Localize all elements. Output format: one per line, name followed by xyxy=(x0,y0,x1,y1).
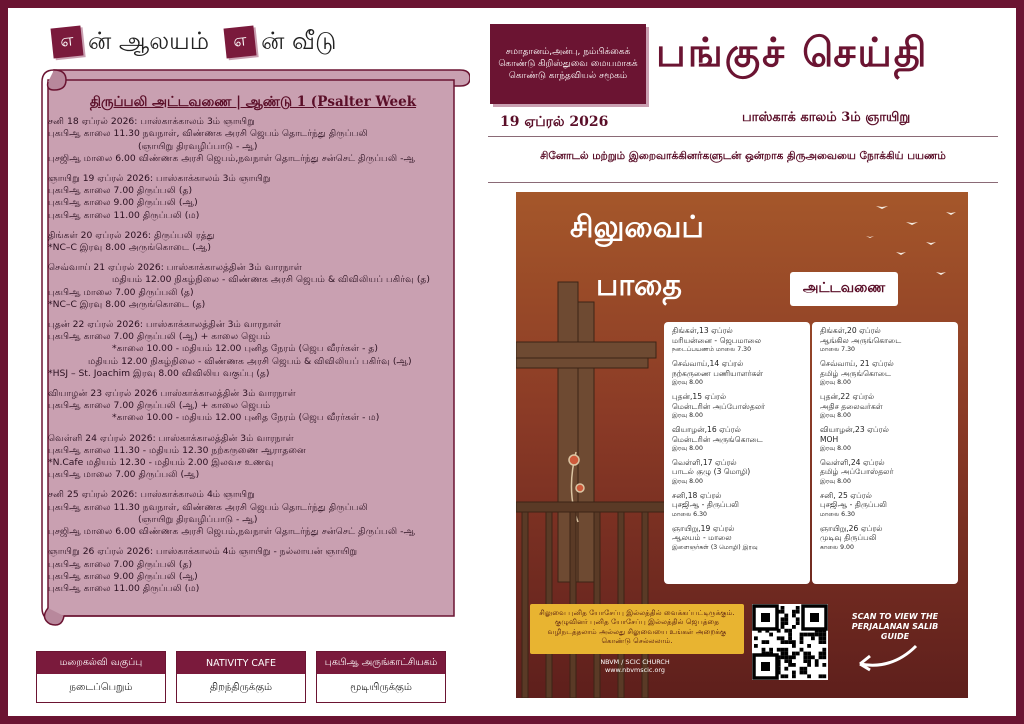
poster-item-group: தமிழ் அருங்கொடை xyxy=(820,368,892,378)
schedule-day xyxy=(48,230,458,254)
catechism-title: மறைகல்வி வகுப்பு xyxy=(37,652,165,674)
schedule-line: புகபிஆ காலை 11.00 திருப்பலி (ம) xyxy=(48,209,200,221)
qr-code[interactable] xyxy=(752,604,828,680)
poster-item-group: MOH xyxy=(820,434,839,444)
schedule-line: புகபிஆ காலை 9.00 திருப்பலி (ஆ) xyxy=(48,570,198,582)
poster-item-time: காலை 9.00 xyxy=(820,544,854,551)
poster-item-date: செவ்வாய்,14 ஏப்ரல் xyxy=(672,358,744,368)
poster-item-group: அதிச தலைவர்கள் xyxy=(820,401,883,411)
museum-status: மூடியிருக்கும் xyxy=(317,674,445,702)
poster-item xyxy=(672,425,806,454)
header-word-2: ன் வீடு xyxy=(261,26,337,55)
liturgical-season: பாஸ்காக் காலம் 3ம் ஞாயிறு xyxy=(742,110,911,125)
schedule-day-heading: புதன் 22 ஏப்ரல் 2026: பாஸ்காக்காலத்தின் 3ம் வாரநாள் xyxy=(48,319,282,331)
poster-item-date: ஞாயிறு,26 ஏப்ரல் xyxy=(820,523,883,533)
scan-text: SCAN TO VIEW THE PERJALANAN SALIB GUIDE xyxy=(851,612,939,641)
schedule-line: *HSJ – St. Joachim இரவு 8.00 விவிலிய வகுப்பு (த) xyxy=(48,367,270,379)
poster-item-group: ஆலயம் - மாலை xyxy=(672,533,732,543)
poster-item-time: இரவு 8.00 xyxy=(672,412,703,420)
catechism-box xyxy=(36,651,166,703)
poster-item-time: நடைப்பயணம் மாலை 7.30 xyxy=(672,346,752,354)
poster-item-time: இரவு 8.00 xyxy=(672,445,703,453)
newsletter-title: பங்குச் செய்தி xyxy=(656,30,929,76)
cafe-title: NATIVITY CAFE xyxy=(177,652,305,674)
arrow-icon xyxy=(852,640,922,674)
poster-item-group: மென்டரின் அருங்கொடை xyxy=(672,434,763,444)
schedule-line: *காலை 10.00 - மதியம் 12.00 புனித நேரம் (ஜெப வீரர்கள் - த) xyxy=(112,343,378,355)
poster-footer xyxy=(560,658,710,674)
poster-tag: அட்டவணை xyxy=(790,272,898,306)
poster-item xyxy=(820,425,954,454)
poster-item-time: இரவு 8.00 xyxy=(820,478,851,486)
schedule-line: புகபிஆ காலை 9.00 திருப்பலி (ஆ) xyxy=(48,197,198,209)
museum-title: புகபிஆ அருங்காட்சியகம் xyxy=(317,652,445,674)
schedule-line: புகபிஆ காலை 7.00 திருப்பலி (த) xyxy=(48,558,193,570)
schedule-line: புகபிஆ காலை 11.30 - மதியம் 12.30 நற்கருணை ஆராதனை xyxy=(48,444,306,456)
poster-item xyxy=(672,458,806,487)
poster-list-right xyxy=(820,326,954,557)
poster-item xyxy=(672,524,806,553)
schedule-line: புசஜிஆ மாலை 6.00 விண்ணக அரசி ஜெபம்,நவநாள் தொடர்ந்து சன்செட் திருப்பலி -ஆ xyxy=(48,526,416,538)
schedule-day-heading: ஞாயிறு 19 ஏப்ரல் 2026: பாஸ்காக்காலம் 3ம் ஞாயிறு xyxy=(48,173,271,185)
poster-list-left xyxy=(672,326,806,557)
poster-item xyxy=(820,392,954,421)
poster-item-date: வெள்ளி,24 ஏப்ரல் xyxy=(820,457,885,467)
schedule-day xyxy=(48,388,458,425)
schedule-day xyxy=(48,173,458,222)
poster-item-group: புசஜிஆ - திருப்பலி xyxy=(672,500,740,510)
poster-item xyxy=(672,326,806,355)
divider-bottom xyxy=(488,182,998,183)
poster-item-date: ஞாயிறு,19 ஏப்ரல் xyxy=(672,523,735,533)
church-name: NBVM / SCIC CHURCH xyxy=(600,658,670,666)
schedule-line: *NC–C இரவு 8.00 அருங்கொடை (ஆ) xyxy=(48,242,211,254)
poster-item-time: இரவு 8.00 xyxy=(672,379,703,387)
poster-item xyxy=(820,491,954,520)
schedule-line: புகபிஆ மாலை 7.00 திருப்பலி (ஆ) xyxy=(48,469,200,481)
poster-item xyxy=(672,359,806,388)
poster-item-time: இளைஞர்கள் (3 மொழி) இரவு xyxy=(672,544,758,551)
poster-item-time: இரவு 8.00 xyxy=(820,379,851,387)
poster-item-date: சனி,18 ஏப்ரல் xyxy=(672,490,722,500)
divider-top xyxy=(488,136,998,137)
poster-item-time: இரவு 8.00 xyxy=(820,445,851,453)
poster-item-date: புதன்,22 ஏப்ரல் xyxy=(820,391,875,401)
motto-box: சமாதானம்,அன்பு, நம்பிக்கைக் கொண்டு கிறிஸ்துவை மையமாகக் கொண்டு காந்தவியல் சமூகம் xyxy=(490,24,646,104)
schedule-day-heading: சனி 25 ஏப்ரல் 2026: பாஸ்காக்காலம் 4ம் ஞாயிறு xyxy=(48,489,255,501)
cafe-status: திறந்திருக்கும் xyxy=(177,674,305,702)
poster-item-time: மாலை 7.30 xyxy=(820,346,855,354)
schedule-line: புகபிஆ மாலை 7.00 திருப்பலி (த) xyxy=(48,286,194,298)
schedule-line: மதியம் 12.00 நிகழ்நிலை - விண்ணக அரசி ஜெபம் & விவிலியப் பகிர்வு (ஆ) xyxy=(88,355,412,367)
letter-box-2: எ xyxy=(224,26,257,59)
header-word-1: ன் ஆலயம் xyxy=(88,26,210,55)
poster-info: சிலுவை புனித யோசேப்பு இல்லத்தில் வைக்கப்பட்டிருக்கும். குழுவினர் புனித யோசேப்பு இல்லத்தில் ஜெபத்தை வழிநடத்தலாம் அல்லது சிலுவையை உங்கள் அறைக்கு கொண்டு செல்லலாம். xyxy=(530,604,744,654)
schedule-line: மதியம் 12.00 நிகழ்நிலை - விண்ணக அரசி ஜெபம் & விவிலியப் பகிர்வு (த) xyxy=(112,274,430,286)
letter-box-1: எ xyxy=(51,26,84,59)
schedule-line: புகபிஆ காலை 11.00 திருப்பலி (ம) xyxy=(48,582,200,594)
schedule-day-heading: சனி 18 ஏப்ரல் 2026: பாஸ்காக்காலம் 3ம் ஞாயிறு xyxy=(48,116,255,128)
schedule-line: புகபிஆ காலை 7.00 திருப்பலி (ஆ) + காலை ஜெபம் xyxy=(48,331,271,343)
poster-item-time: மாலை 6.30 xyxy=(820,511,855,519)
cafe-box xyxy=(176,651,306,703)
poster-item-time: இரவு 8.00 xyxy=(820,412,851,420)
schedule-line: (ஞாயிறு திரவழிப்பாடு - ஆ) xyxy=(138,140,258,152)
poster-item-date: வியாழன்,16 ஏப்ரல் xyxy=(672,424,741,434)
schedule-day-heading: செவ்வாய் 21 ஏப்ரல் 2026: பாஸ்காக்காலத்தின் 3ம் வாரநாள் xyxy=(48,262,302,274)
schedule-line: புகபிஆ காலை 7.00 திருப்பலி (ஆ) + காலை ஜெபம் xyxy=(48,400,271,412)
schedule-day-heading: வெள்ளி 24 ஏப்ரல் 2026: பாஸ்காக்காலத்தின் 3ம் வாரநாள் xyxy=(48,432,294,444)
schedule-line: (ஞாயிறு திரவழிப்பாடு - ஆ) xyxy=(138,513,258,525)
poster-item-group: நற்கருணை பணியாளர்கள் xyxy=(672,368,764,378)
poster-item xyxy=(820,458,954,487)
poster-item-date: புதன்,15 ஏப்ரல் xyxy=(672,391,727,401)
poster-item-group: ஆங்கில அருங்கொடை xyxy=(820,335,902,345)
poster-item xyxy=(672,392,806,421)
schedule-sections xyxy=(48,116,458,595)
poster-item-time: மாலை 6.30 xyxy=(672,511,707,519)
schedule-day xyxy=(48,489,458,538)
schedule-line: புசஜிஆ மாலை 6.00 விண்ணக அரசி ஜெபம்,நவநாள் தொடர்ந்து சன்செட் திருப்பலி -ஆ xyxy=(48,152,416,164)
museum-box xyxy=(316,651,446,703)
poster-title-2: பாதை xyxy=(596,268,682,303)
poster-item xyxy=(672,491,806,520)
left-header xyxy=(52,22,352,62)
poster-title-1: சிலுவைப் xyxy=(570,210,704,245)
catechism-status: நடைப்பெறும் xyxy=(37,674,165,702)
schedule-day xyxy=(48,546,458,595)
schedule-day xyxy=(48,433,458,482)
schedule-line: *காலை 10.00 - மதியம் 12.00 புனித நேரம் (ஜெப வீரர்கள் - ம) xyxy=(112,412,380,424)
schedule-day-heading: திங்கள் 20 ஏப்ரல் 2026: திருப்பலி ரத்து xyxy=(48,229,215,241)
poster-item-group: மென்டரின் அப்போஸ்தலர் xyxy=(672,401,766,411)
poster-item-time: இரவு 8.00 xyxy=(672,478,703,486)
schedule-day xyxy=(48,262,458,311)
poster-item xyxy=(820,359,954,388)
issue-date: 19 ஏப்ரல் 2026 xyxy=(500,114,609,130)
schedule-line: *NC–C இரவு 8.00 அருங்கொடை (த) xyxy=(48,298,206,310)
poster-item-group: புசஜிஆ - திருப்பலி xyxy=(820,500,888,510)
schedule-line: புகபிஆ காலை 11.30 நவநாள், விண்ணக அரசி ஜெபம் தொடர்ந்து திருப்பலி xyxy=(48,501,368,513)
poster-item-date: செவ்வாய், 21 ஏப்ரல் xyxy=(820,358,894,368)
poster-item-date: சனி, 25 ஏப்ரல் xyxy=(820,490,872,500)
schedule-line: புகபிஆ காலை 7.00 திருப்பலி (த) xyxy=(48,185,193,197)
poster-item xyxy=(820,326,954,355)
schedule-day-heading: வியாழன் 23 ஏப்ரல் 2026 பாஸ்காக்காலத்தின் 3ம் வாரநாள் xyxy=(48,388,296,400)
mass-schedule xyxy=(48,96,458,603)
poster-item-date: திங்கள்,20 ஏப்ரல் xyxy=(820,326,881,335)
poster-item-date: வெள்ளி,17 ஏப்ரல் xyxy=(672,457,737,467)
poster-item-group: முடிவு திருப்பலி xyxy=(820,533,877,543)
schedule-line: புகபிஆ காலை 11.30 நவநாள், விண்ணக அரசி ஜெபம் தொடர்ந்து திருப்பலி xyxy=(48,128,368,140)
poster-item-group: பாடல் குழு (3 மொழி) xyxy=(672,467,751,477)
poster-item-date: திங்கள்,13 ஏப்ரல் xyxy=(672,326,733,335)
schedule-day xyxy=(48,116,458,165)
synod-banner: சினோடல் மற்றும் இறைவாக்கினர்களுடன் ஒன்றாக திருஅவையை நோக்கிய் பயணம் xyxy=(540,150,946,162)
schedule-title: திருப்பலி அட்டவணை | ஆண்டு 1 (Psalter Week xyxy=(89,94,417,110)
schedule-day xyxy=(48,319,458,380)
schedule-day-heading: ஞாயிறு 26 ஏப்ரல் 2026: பாஸ்காக்காலம் 4ம் ஞாயிறு - நல்லாயன் ஞாயிறு xyxy=(48,546,358,558)
schedule-line: *N.Cafe மதியம் 12.30 - மதியம் 2.00 இலவச உணவு xyxy=(48,457,274,469)
poster-item-date: வியாழன்,23 ஏப்ரல் xyxy=(820,424,889,434)
church-url: www.nbvmscic.org xyxy=(605,666,665,674)
poster-item-group: மரியன்னை - ஜெபமாலை xyxy=(672,335,762,345)
poster-item xyxy=(820,524,954,553)
poster-item-group: தமிழ் அப்போஸ்தலர் xyxy=(820,467,894,477)
